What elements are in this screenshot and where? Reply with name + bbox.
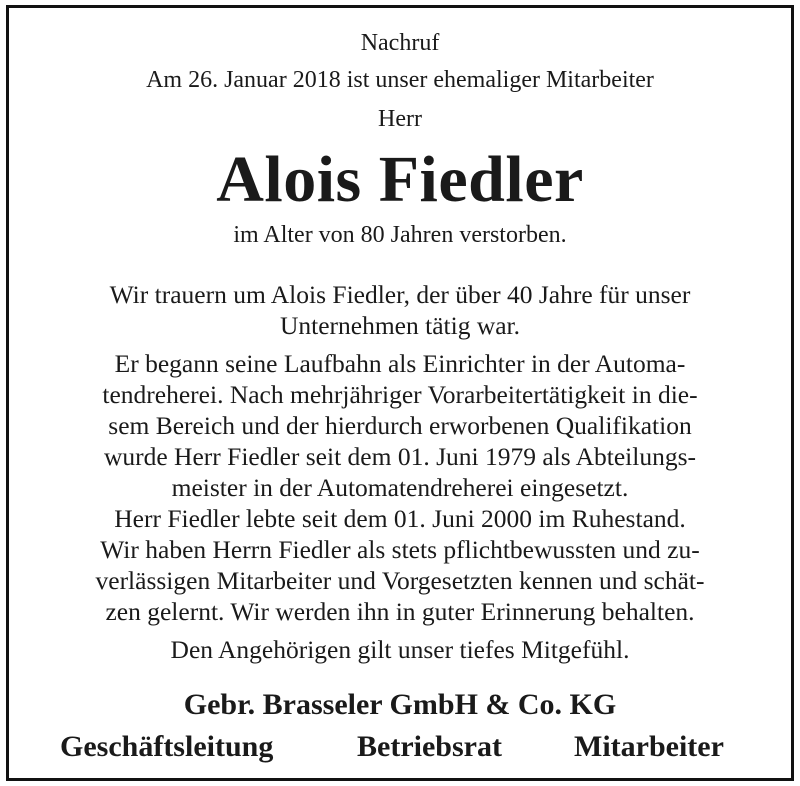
intro-line: Am 26. Januar 2018 ist unser ehemaliger Mitarbeiter: [146, 67, 654, 93]
paragraph2-line: Wir haben Herrn Fiedler als stets pflichtbewussten und zu-: [100, 535, 700, 564]
signatory-works-council: Betriebsrat: [357, 730, 502, 763]
paragraph2-line: wurde Herr Fiedler seit dem 01. Juni 1979 als Abteilungs-: [103, 442, 697, 471]
paragraph2-line: tendreherei. Nach mehrjähriger Vorarbeitertätigkeit in die-: [102, 380, 698, 409]
signatory-management: Geschäftsleitung: [60, 730, 274, 763]
paragraph2-line: meister in der Automatendreherei eingesetzt.: [171, 473, 629, 502]
deceased-name: Alois Fiedler: [216, 143, 584, 216]
paragraph2-line: Er begann seine Laufbahn als Einrichter in der Automa-: [114, 349, 686, 378]
paragraph1-line: Unternehmen tätig war.: [279, 311, 521, 340]
salutation: Herr: [378, 106, 422, 132]
heading: Nachruf: [360, 30, 440, 56]
paragraph2-line: sem Bereich und der hierdurch erworbenen Qualifikation: [108, 411, 692, 440]
age-line: im Alter von 80 Jahren verstorben.: [233, 222, 567, 248]
paragraph1-line: Wir trauern um Alois Fiedler, der über 40 Jahre für unser: [109, 280, 691, 309]
paragraph2-line: Herr Fiedler lebte seit dem 01. Juni 2000 im Ruhestand.: [114, 504, 686, 533]
paragraph2-line: verlässigen Mitarbeiter und Vorgesetzten kennen und schät-: [95, 566, 705, 595]
company-name: Gebr. Brasseler GmbH & Co. KG: [183, 688, 617, 721]
signatory-employees: Mitarbeiter: [574, 730, 724, 763]
closing-line: Den Angehörigen gilt unser tiefes Mitgefühl.: [170, 635, 630, 664]
paragraph2-line: zen gelernt. Wir werden ihn in guter Erinnerung behalten.: [105, 597, 695, 626]
